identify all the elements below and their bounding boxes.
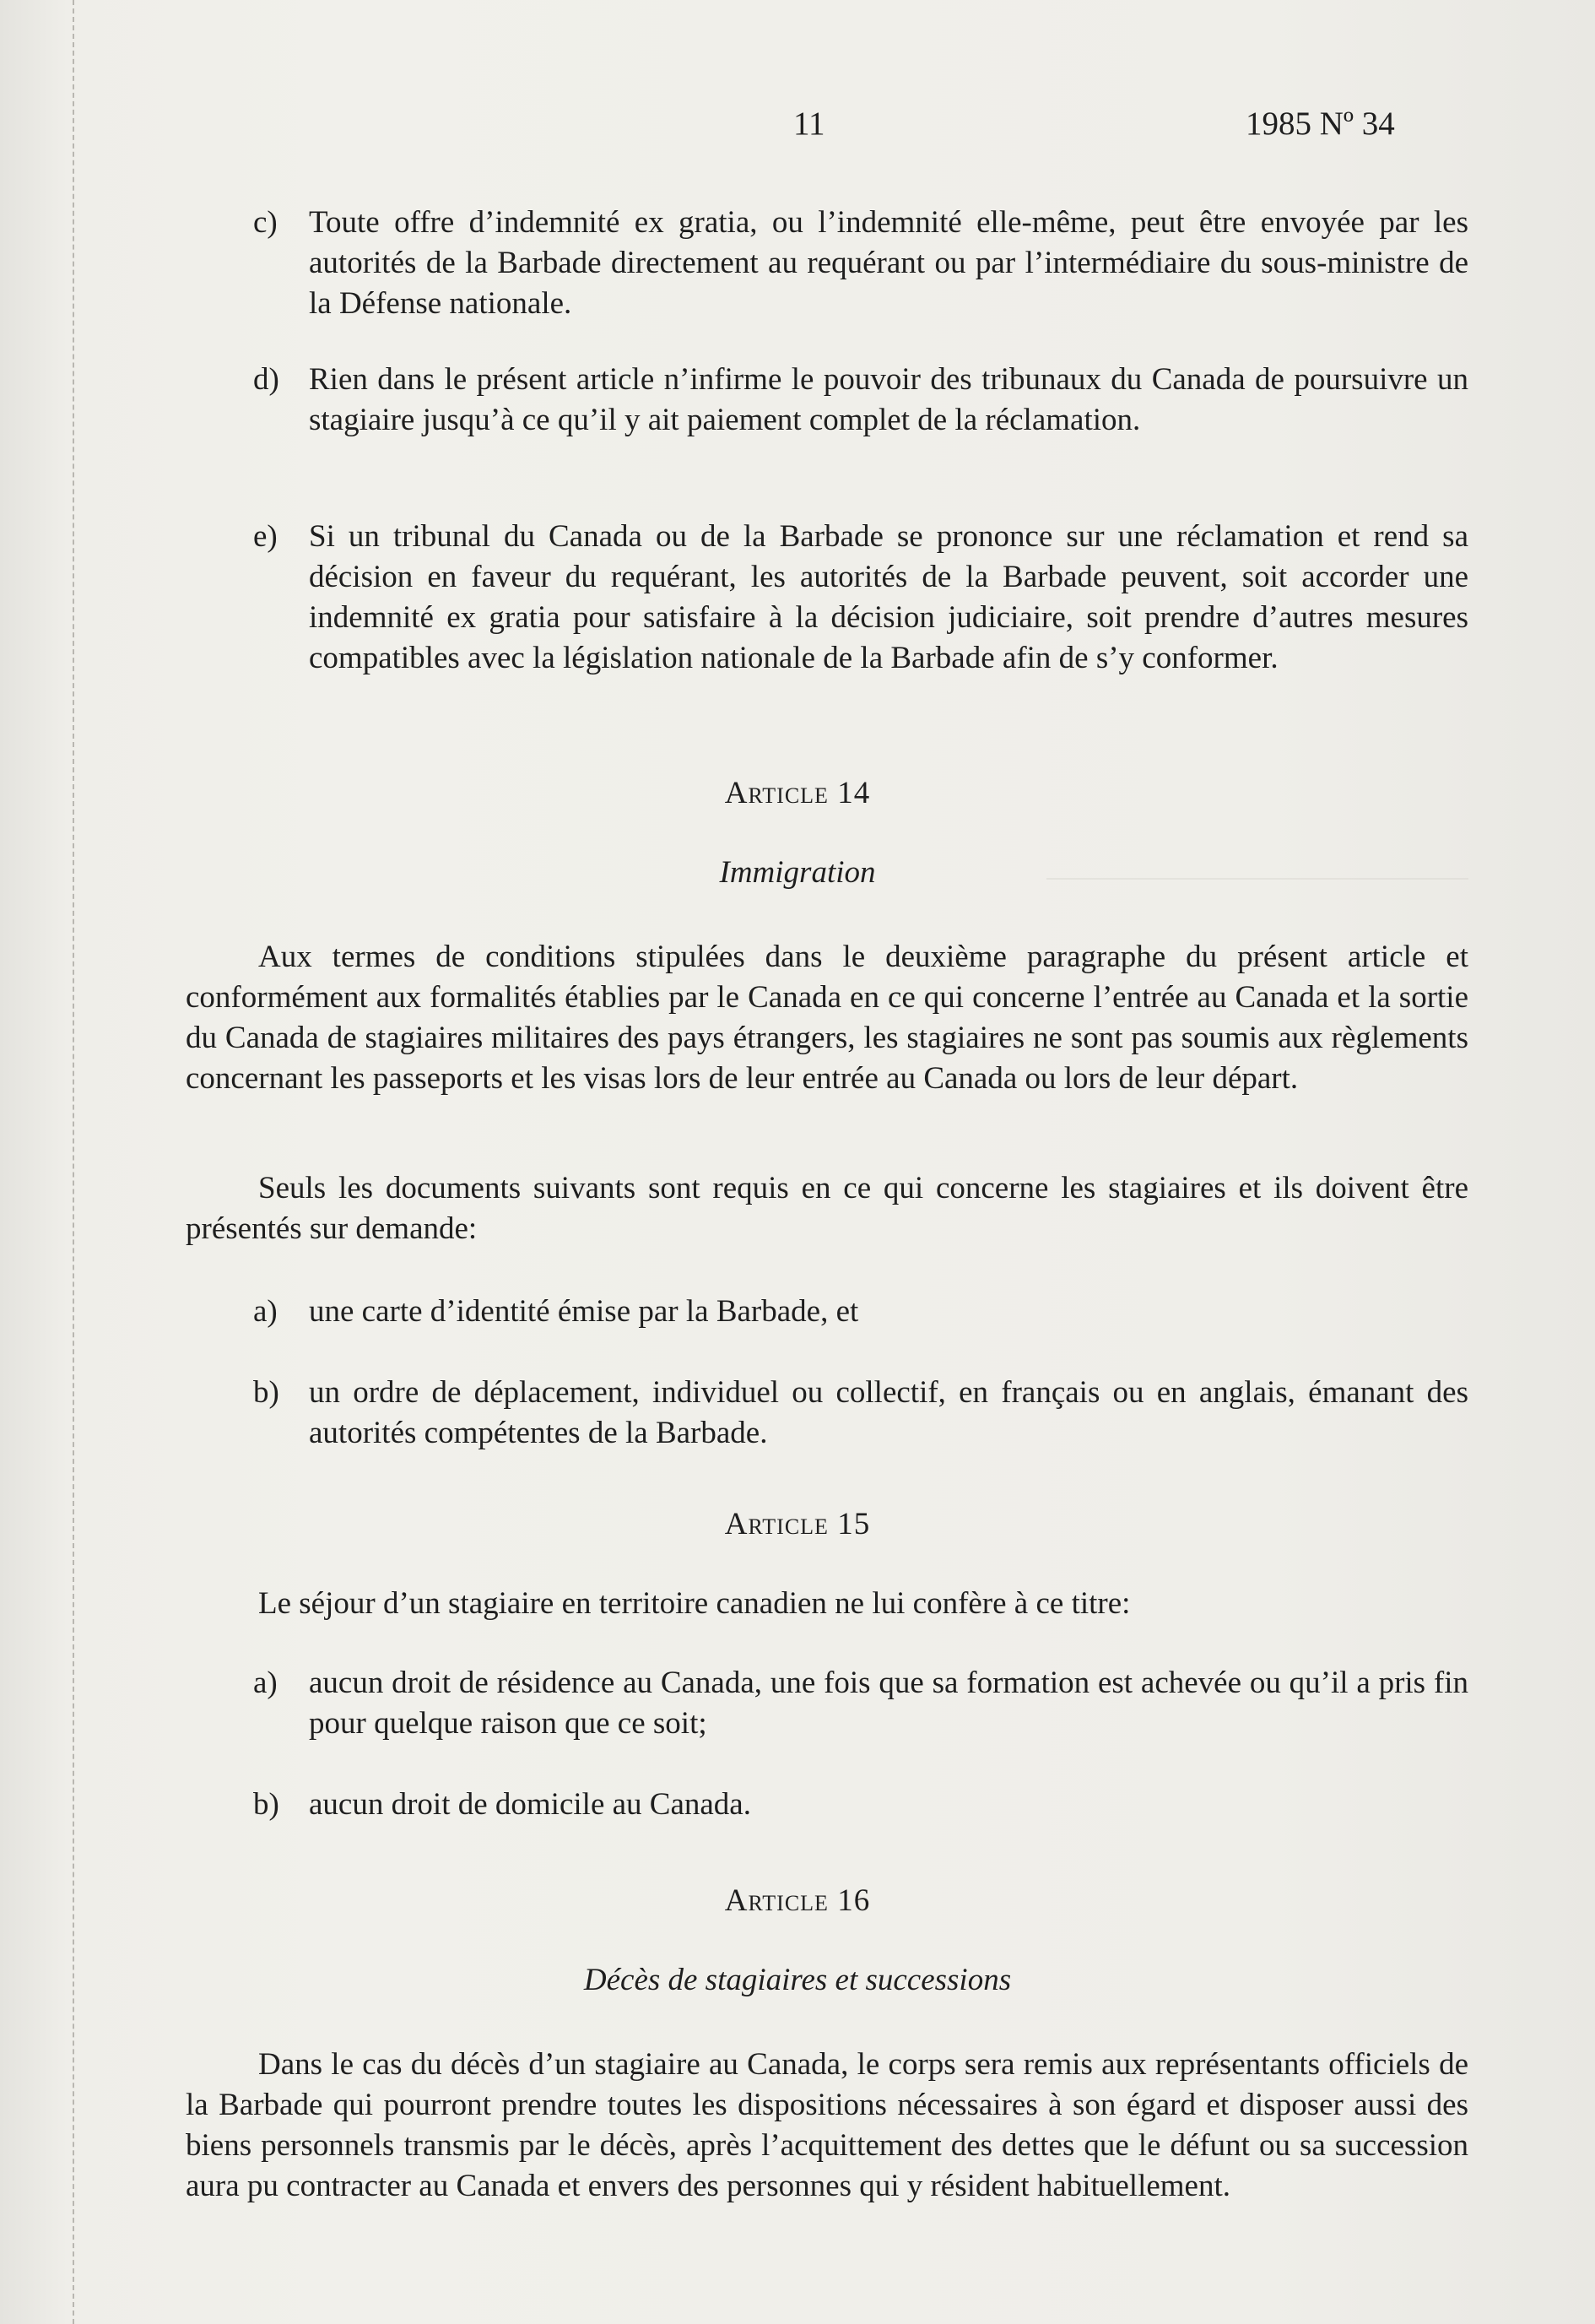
document-number: 1985 Nº 34 [1246, 106, 1395, 142]
item-letter: b) [253, 1375, 279, 1410]
article-16-paragraph-1: Dans le cas du décès d’un stagiaire au Canada, le corps sera remis aux représentants officiels de la Barbade qui pourront prendre toutes les dispositions nécessaires à son égard et disposer aussi des biens personnels transmis par le décès, après l’acquittement des dettes que le défunt ou sa succession aura pu contracter au Canada et envers des personnes qui y résident habituellement. [186, 2047, 1468, 2203]
item-text: Toute offre d’indemnité ex gratia, ou l’indemnité elle-même, peut être envoyée par les autorités de la Barbade directement au requérant ou par l’intermédiaire du sous-ministre de la Défense nationale. [309, 205, 1468, 321]
article-16-heading: Article 16 [724, 1883, 871, 1918]
item-letter: a) [253, 1294, 278, 1329]
item-text: un ordre de déplacement, individuel ou collectif, en français ou en anglais, émanant des autorités compétentes de la Barbade. [309, 1375, 1468, 1450]
item-letter: e) [253, 519, 278, 554]
page-number: 11 [793, 106, 825, 142]
article-14-paragraph-1: Aux termes de conditions stipulées dans le deuxième paragraphe du présent article et conformément aux formalités établies par le Canada en ce qui concerne l’entrée au Canada et la sortie du Canada de stagiaires militaires des pays étrangers, les stagiaires ne sont pas soumis aux règlements concernant les passeports et les visas lors de leur entrée au Canada ou lors de leur départ. [186, 940, 1468, 1096]
article-15-heading: Article 15 [724, 1507, 871, 1541]
article-14-paragraph-2: Seuls les documents suivants sont requis en ce qui concerne les stagiaires et ils doivent être présentés sur demande: [186, 1171, 1468, 1246]
item-text: aucun droit de résidence au Canada, une fois que sa formation est achevée ou qu’il a pris fin pour quelque raison que ce soit; [309, 1666, 1468, 1741]
item-text: Rien dans le présent article n’infirme le pouvoir des tribunaux du Canada de poursuivre un stagiaire jusqu’à ce qu’il y ait paiement complet de la réclamation. [309, 362, 1468, 437]
item-text: aucun droit de domicile au Canada. [309, 1787, 751, 1822]
article-14-item-a [253, 1292, 1468, 1332]
item-letter: a) [253, 1666, 278, 1700]
article-14-item-b [253, 1373, 1468, 1454]
item-text: Si un tribunal du Canada ou de la Barbade se prononce sur une réclamation et rend sa décision en faveur du requérant, les autorités de la Barbade peuvent, soit accorder une indemnité ex gratia pour satisfaire à la décision judiciaire, soit prendre d’autres mesures compatibles avec la législation nationale de la Barbade afin de s’y conformer. [309, 519, 1468, 675]
article-15-item-b [253, 1785, 1468, 1825]
article-14-heading: Article 14 [724, 776, 871, 810]
list-item-c [253, 203, 1468, 324]
item-text: une carte d’identité émise par la Barbade, et [309, 1294, 859, 1329]
list-item-e [253, 517, 1468, 679]
item-letter: b) [253, 1787, 279, 1822]
article-15-item-a [253, 1663, 1468, 1744]
list-item-d [253, 360, 1468, 441]
article-14-subheading: Immigration [719, 855, 876, 890]
item-letter: c) [253, 205, 278, 240]
item-letter: d) [253, 362, 279, 397]
article-15-paragraph-1: Le séjour d’un stagiaire en territoire canadien ne lui confère à ce titre: [258, 1586, 1131, 1621]
article-16-subheading: Décès de stagiaires et successions [583, 1963, 1012, 1997]
